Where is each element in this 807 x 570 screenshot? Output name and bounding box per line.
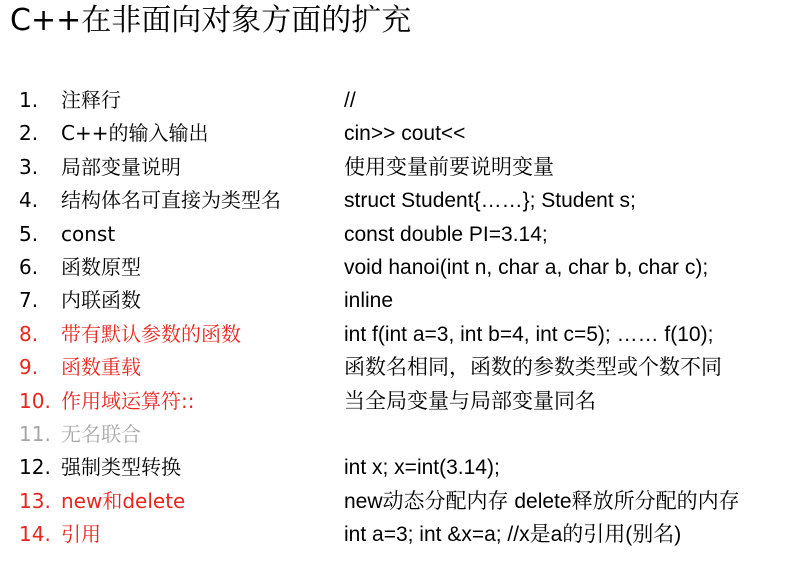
item-number: 6. (19, 254, 39, 279)
item-label: new和delete (61, 488, 186, 513)
item-example: 当全局变量与局部变量同名 (344, 389, 596, 413)
item-number: 8. (19, 321, 39, 346)
item-number: 2. (19, 121, 39, 146)
list-item (0, 84, 807, 117)
item-label: 注释行 (61, 88, 121, 112)
page-title: C++在非面向对象方面的扩充 (10, 3, 412, 38)
item-label: 结构体名可直接为类型名 (61, 188, 281, 213)
item-label: 局部变量说明 (61, 154, 181, 179)
item-example: // (344, 89, 356, 112)
list-item (0, 451, 807, 484)
item-number: 5. (19, 221, 39, 246)
item-example: inline (344, 289, 394, 313)
item-number: 3. (19, 154, 39, 179)
item-label: 无名联合 (61, 421, 141, 446)
item-example: int a=3; int &x=a; //x是a的引用(别名) (344, 523, 682, 547)
item-example: const double PI=3.14; (344, 222, 548, 246)
list-item (0, 218, 807, 251)
list-item (0, 485, 807, 518)
item-label: 内联函数 (61, 288, 141, 313)
item-label: C++的输入输出 (61, 121, 209, 146)
item-number: 9. (19, 355, 39, 380)
item-example: int f(int a=3, int b=4, int c=5); …… f(10); (344, 322, 714, 346)
item-example: struct Student{……}; Student s; (344, 189, 636, 213)
item-label: 函数重载 (61, 355, 141, 380)
item-number: 1. (19, 88, 39, 112)
item-example: new动态分配内存 delete释放所分配的内存 (344, 489, 740, 513)
list-item (0, 184, 807, 217)
item-label: 引用 (61, 522, 101, 547)
item-label: 强制类型转换 (61, 455, 181, 480)
list-item (0, 518, 807, 551)
item-example: 使用变量前要说明变量 (344, 155, 554, 179)
item-number: 7. (19, 288, 39, 313)
item-number: 14. (19, 522, 51, 547)
list-item (0, 351, 807, 384)
item-label: 带有默认参数的函数 (61, 321, 241, 346)
list-item (0, 251, 807, 284)
item-number: 4. (19, 188, 39, 213)
list-item (0, 284, 807, 317)
list-item (0, 117, 807, 150)
item-example: void hanoi(int n, char a, char b, char c); (344, 255, 709, 279)
item-example: cin>> cout<< (344, 122, 466, 146)
item-number: 11. (19, 421, 51, 446)
item-number: 10. (19, 388, 51, 413)
list-item (0, 318, 807, 351)
list-item (0, 385, 807, 418)
item-number: 12. (19, 455, 51, 480)
item-number: 13. (19, 488, 51, 513)
list-item (0, 151, 807, 184)
item-example: 函数名相同，函数的参数类型或个数不同 (344, 356, 722, 380)
item-label: 函数原型 (61, 254, 141, 279)
list-item (0, 418, 807, 451)
feature-list (0, 84, 807, 551)
item-example: int x; x=int(3.14); (344, 456, 500, 480)
item-label: 作用域运算符:: (61, 388, 195, 413)
item-label: const (61, 221, 116, 246)
